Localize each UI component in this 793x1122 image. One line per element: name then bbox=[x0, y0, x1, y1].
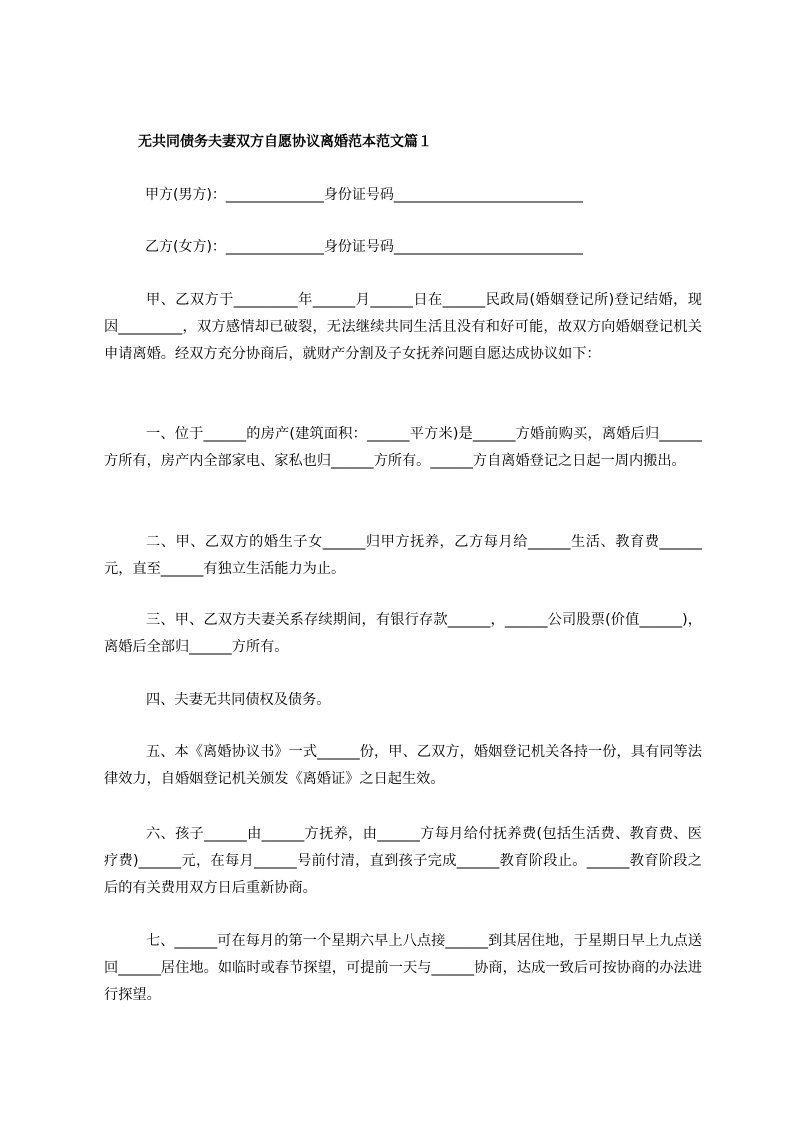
party-a-line: 甲方(男方)：______________身份证号码___________________________ bbox=[145, 187, 583, 203]
party-b-line: 乙方(女方)：______________身份证号码___________________________ bbox=[145, 239, 583, 255]
document-title: 无共同债务夫妻双方自愿协议离婚范本范文篇１ bbox=[138, 134, 432, 150]
paragraph-clause-7: 七、______可在每月的第一个星期六早上八点接______到其居住地，于星期日早上九点送回______居住地。如临时或春节探望，可提前一天与______协商，达成一致后可按协商的办法进行探望。 bbox=[104, 933, 702, 1003]
paragraph-clause-2: 二、甲、乙双方的婚生子女______归甲方抚养，乙方每月给______生活、教育费______元，直至______有独立生活能力为止。 bbox=[104, 534, 702, 577]
paragraph-clause-4: 四、夫妻无共同债权及债务。 bbox=[146, 692, 331, 708]
paragraph-clause-1: 一、位于______的房产(建筑面积：______平方米)是______方婚前购买，离婚后归______方所有，房产内全部家电、家私也归______方所有。______方自离婚登记之日起一周内搬出。 bbox=[104, 426, 702, 469]
paragraph-clause-6: 六、孩子______由______方抚养，由______方每月给付抚养费(包括生活费、教育费、医疗费)______元，在每月______号前付清，直到孩子完成______教育阶段止。______教育阶段之后的有关费用双方日后重新协商。 bbox=[104, 826, 702, 896]
paragraph-clause-3: 三、甲、乙双方夫妻关系存续期间，有银行存款______，______公司股票(价值______)，离婚后全部归______方所有。 bbox=[104, 612, 702, 655]
paragraph-intro: 甲、乙双方于_________年______月______日在______民政局(婚姻登记所)登记结婚，现因_________，双方感情却已破裂，无法继续共同生活且没有和好可能，故双方向婚姻登记机关申请离婚。经双方充分协商后，就财产分割及子女抚养问题自愿达成协议如下： bbox=[104, 292, 702, 362]
paragraph-clause-5: 五、本《离婚协议书》一式______份，甲、乙双方，婚姻登记机关各持一份，具有同等法律效力，自婚姻登记机关颁发《离婚证》之日起生效。 bbox=[104, 744, 702, 787]
